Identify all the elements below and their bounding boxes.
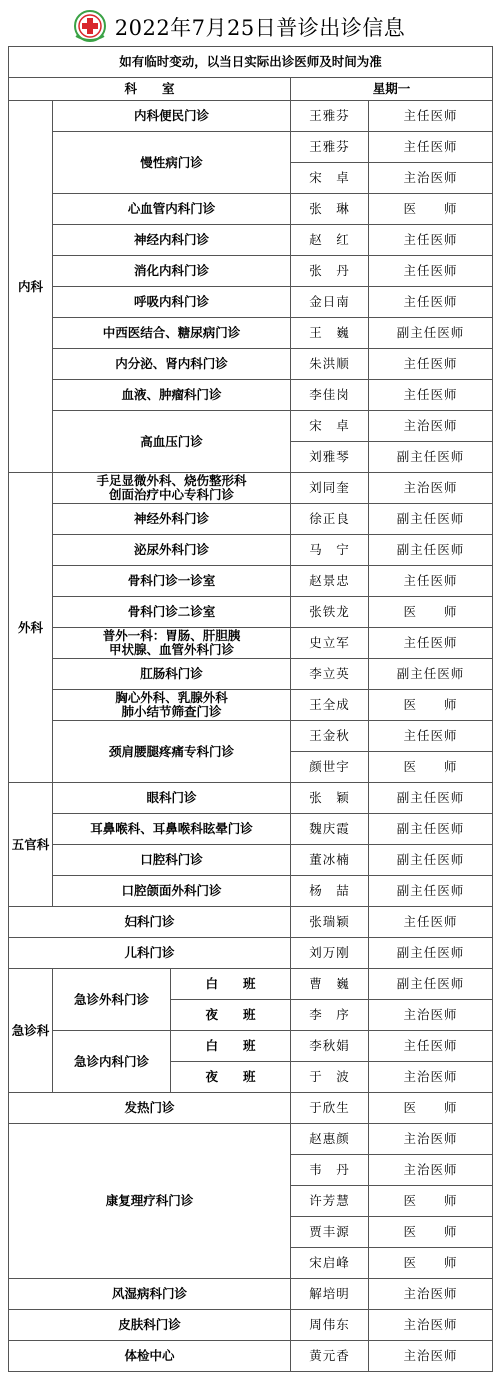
doctor-title: 副主任医师 [369, 969, 493, 1000]
doctor-name: 宋启峰 [291, 1248, 369, 1279]
department-name-line2: 创面治疗中心专科门诊 [108, 487, 234, 502]
doctor-title: 医 师 [369, 1217, 493, 1248]
table-row [9, 1310, 493, 1341]
table-row [9, 225, 493, 256]
table-row [9, 690, 493, 721]
department-name: 神经内科门诊 [53, 225, 291, 256]
doctor-title: 主治医师 [369, 1062, 493, 1093]
doctor-name: 赵惠颜 [291, 1124, 369, 1155]
department-name: 血液、肿瘤科门诊 [53, 380, 291, 411]
department-name-line2: 甲状腺、血管外科门诊 [108, 642, 234, 657]
doctor-name: 金日南 [291, 287, 369, 318]
department-name: 中西医结合、糖尿病门诊 [53, 318, 291, 349]
doctor-name: 赵 红 [291, 225, 369, 256]
department-name: 高血压门诊 [53, 411, 291, 473]
doctor-name: 曹 巍 [291, 969, 369, 1000]
doctor-title: 医 师 [369, 194, 493, 225]
department-name: 康复理疗科门诊 [9, 1124, 291, 1279]
table-row [9, 380, 493, 411]
department-name: 耳鼻喉科、耳鼻喉科眩晕门诊 [53, 814, 291, 845]
department-name: 内科便民门诊 [53, 101, 291, 132]
table-row [9, 721, 493, 752]
table-row [9, 1093, 493, 1124]
doctor-name: 解培明 [291, 1279, 369, 1310]
doctor-title: 主任医师 [369, 1031, 493, 1062]
department-name: 泌尿外科门诊 [53, 535, 291, 566]
table-row [9, 1124, 493, 1155]
doctor-title: 主治医师 [369, 411, 493, 442]
table-row [9, 287, 493, 318]
doctor-name: 李立英 [291, 659, 369, 690]
table-row [9, 876, 493, 907]
department-column-header: 科 室 [9, 78, 291, 101]
department-name: 妇科门诊 [9, 907, 291, 938]
doctor-title: 医 师 [369, 752, 493, 783]
department-name: 急诊外科门诊 [53, 969, 171, 1031]
table-row [9, 845, 493, 876]
department-name: 骨科门诊一诊室 [53, 566, 291, 597]
table-row [9, 969, 493, 1000]
doctor-name: 徐正良 [291, 504, 369, 535]
doctor-name: 刘雅琴 [291, 442, 369, 473]
doctor-title: 主任医师 [369, 349, 493, 380]
department-name [53, 628, 291, 659]
doctor-name: 史立军 [291, 628, 369, 659]
department-name: 发热门诊 [9, 1093, 291, 1124]
table-row [9, 628, 493, 659]
doctor-title: 主任医师 [369, 256, 493, 287]
doctor-title: 主任医师 [369, 628, 493, 659]
department-name: 呼吸内科门诊 [53, 287, 291, 318]
doctor-name: 许芳慧 [291, 1186, 369, 1217]
department-name: 颈肩腰腿疼痛专科门诊 [53, 721, 291, 783]
table-row [9, 814, 493, 845]
page-title: 2022年7月25日普诊出诊信息 [114, 16, 406, 40]
table-row [9, 783, 493, 814]
category-waike: 外科 [9, 473, 53, 783]
doctor-title: 医 师 [369, 597, 493, 628]
day-column-header: 星期一 [291, 78, 493, 101]
doctor-title: 主治医师 [369, 1310, 493, 1341]
notice-text: 如有临时变动，以当日实际出诊医师及时间为准 [9, 47, 493, 78]
doctor-name: 张瑞颖 [291, 907, 369, 938]
doctor-title: 主治医师 [369, 1124, 493, 1155]
doctor-title: 副主任医师 [369, 504, 493, 535]
doctor-title: 主任医师 [369, 721, 493, 752]
doctor-name: 朱洪顺 [291, 349, 369, 380]
department-name: 内分泌、肾内科门诊 [53, 349, 291, 380]
doctor-title: 主任医师 [369, 566, 493, 597]
doctor-name: 宋 卓 [291, 411, 369, 442]
doctor-name: 张 颖 [291, 783, 369, 814]
shift-label: 夜 班 [171, 1000, 291, 1031]
doctor-title: 主治医师 [369, 473, 493, 504]
doctor-title: 医 师 [369, 1248, 493, 1279]
doctor-name: 刘同奎 [291, 473, 369, 504]
doctor-title: 副主任医师 [369, 845, 493, 876]
doctor-name: 张 琳 [291, 194, 369, 225]
department-name-line1: 手足显微外科、烧伤整形科 [96, 473, 247, 488]
doctor-title: 主任医师 [369, 132, 493, 163]
doctor-title: 副主任医师 [369, 783, 493, 814]
department-name: 眼科门诊 [53, 783, 291, 814]
table-row [9, 504, 493, 535]
doctor-title: 副主任医师 [369, 938, 493, 969]
table-row [9, 566, 493, 597]
doctor-title: 医 师 [369, 1186, 493, 1217]
doctor-title: 副主任医师 [369, 442, 493, 473]
department-name: 肛肠科门诊 [53, 659, 291, 690]
shift-label: 白 班 [171, 969, 291, 1000]
doctor-title: 医 师 [369, 1093, 493, 1124]
doctor-title: 主任医师 [369, 380, 493, 411]
doctor-title: 医 师 [369, 690, 493, 721]
table-row [9, 256, 493, 287]
doctor-name: 宋 卓 [291, 163, 369, 194]
table-row [9, 132, 493, 163]
table-row [9, 101, 493, 132]
department-name: 急诊内科门诊 [53, 1031, 171, 1093]
table-row [9, 1341, 493, 1372]
department-name [53, 473, 291, 504]
doctor-name: 王金秋 [291, 721, 369, 752]
doctor-title: 主任医师 [369, 907, 493, 938]
doctor-name: 李佳岗 [291, 380, 369, 411]
doctor-title: 主任医师 [369, 101, 493, 132]
doctor-name: 李秋娟 [291, 1031, 369, 1062]
doctor-name: 王 巍 [291, 318, 369, 349]
table-row [9, 1279, 493, 1310]
doctor-name: 杨 喆 [291, 876, 369, 907]
department-name: 风湿病科门诊 [9, 1279, 291, 1310]
department-name: 消化内科门诊 [53, 256, 291, 287]
department-name: 口腔颌面外科门诊 [53, 876, 291, 907]
department-name: 神经外科门诊 [53, 504, 291, 535]
doctor-title: 主任医师 [369, 287, 493, 318]
table-row [9, 318, 493, 349]
doctor-name: 董冰楠 [291, 845, 369, 876]
department-name: 体检中心 [9, 1341, 291, 1372]
doctor-title: 副主任医师 [369, 814, 493, 845]
department-name-line1: 普外一科：胃肠、肝胆胰 [102, 628, 241, 643]
table-row [9, 907, 493, 938]
doctor-name: 贾丰源 [291, 1217, 369, 1248]
table-row [9, 597, 493, 628]
category-jizhenke: 急诊科 [9, 969, 53, 1093]
department-name: 慢性病门诊 [53, 132, 291, 194]
table-row [9, 1031, 493, 1062]
doctor-name: 于 波 [291, 1062, 369, 1093]
doctor-name: 于欣生 [291, 1093, 369, 1124]
doctor-title: 副主任医师 [369, 318, 493, 349]
table-row [9, 535, 493, 566]
doctor-title: 主治医师 [369, 1279, 493, 1310]
department-name: 心血管内科门诊 [53, 194, 291, 225]
department-name [53, 690, 291, 721]
doctor-title: 副主任医师 [369, 659, 493, 690]
department-name: 儿科门诊 [9, 938, 291, 969]
doctor-title: 主治医师 [369, 163, 493, 194]
doctor-title: 主治医师 [369, 1341, 493, 1372]
doctor-name: 赵景忠 [291, 566, 369, 597]
notice-row [9, 47, 493, 78]
department-name: 骨科门诊二诊室 [53, 597, 291, 628]
doctor-name: 马 宁 [291, 535, 369, 566]
doctor-title: 副主任医师 [369, 876, 493, 907]
table-row [9, 473, 493, 504]
doctor-name: 王全成 [291, 690, 369, 721]
page-header [8, 8, 492, 46]
category-neike: 内科 [9, 101, 53, 473]
doctor-name: 刘万刚 [291, 938, 369, 969]
schedule-table [8, 46, 493, 1372]
table-row [9, 411, 493, 442]
department-name-line1: 胸心外科、乳腺外科 [115, 690, 228, 705]
doctor-name: 黄元香 [291, 1341, 369, 1372]
doctor-title: 副主任医师 [369, 535, 493, 566]
doctor-name: 王雅芬 [291, 132, 369, 163]
doctor-name: 颜世宇 [291, 752, 369, 783]
doctor-title: 主治医师 [369, 1000, 493, 1031]
doctor-title: 主治医师 [369, 1155, 493, 1186]
doctor-name: 张 丹 [291, 256, 369, 287]
doctor-title: 主任医师 [369, 225, 493, 256]
shift-label: 白 班 [171, 1031, 291, 1062]
doctor-name: 魏庆霞 [291, 814, 369, 845]
doctor-name: 张铁龙 [291, 597, 369, 628]
table-row [9, 349, 493, 380]
department-name: 皮肤科门诊 [9, 1310, 291, 1341]
table-row [9, 659, 493, 690]
table-row [9, 938, 493, 969]
department-name-line2: 肺小结节筛查门诊 [121, 704, 222, 719]
department-name: 口腔科门诊 [53, 845, 291, 876]
category-wuguanke: 五官科 [9, 783, 53, 907]
table-row [9, 194, 493, 225]
doctor-name: 李 序 [291, 1000, 369, 1031]
doctor-name: 韦 丹 [291, 1155, 369, 1186]
doctor-name: 王雅芬 [291, 101, 369, 132]
shift-label: 夜 班 [171, 1062, 291, 1093]
column-header-row [9, 78, 493, 101]
doctor-name: 周伟东 [291, 1310, 369, 1341]
